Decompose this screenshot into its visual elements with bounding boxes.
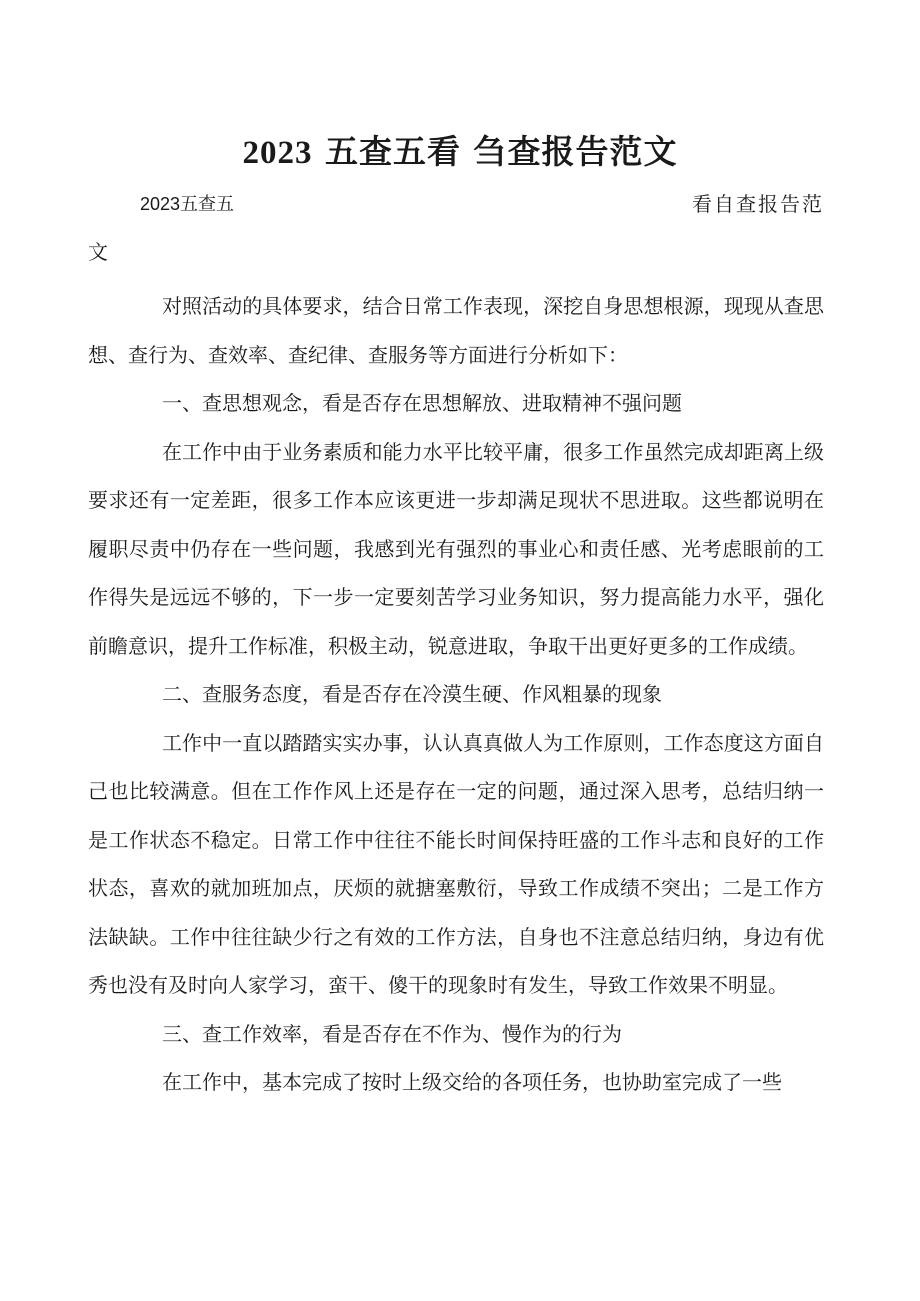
subtitle-row [88,186,824,222]
document-title [0,128,920,177]
title-text: 五查五看 刍查报告范文 [325,132,678,171]
section-heading-3: 三、查工作效率，看是否存在不作为、慢作为的行为 [162,1021,622,1046]
paragraph-3: 在工作中，基本完成了按时上级交给的各项任务，也协助室完成了一些 [162,1070,782,1094]
section-heading-2: 二、查服务态度，看是否存在冷漠生硬、作风粗暴的现象 [162,682,662,706]
section-heading-1: 一、查思想观念，看是否存在思想解放、进取精神不强问题 [162,391,682,415]
document-body [88,282,824,1107]
paragraph-1: 在工作中由于业务素质和能力水平比较平庸，很多工作虽然完成却距离上级要求还有一定差距，很多工作本应该更进一步却满足现状不思进取。这些都说明在履职尽责中仍存在一些问题，我感到光有强烈的事业心和责任感、光考虑眼前的工作得失是远远不够的，下一步一定要刻苦学习业务知识，努力提高能力水平，强化前瞻意识，提升工作标准，积极主动，锐意进取，争取干出更好更多的工作成绩。 [88,439,824,658]
subtitle-continuation: 文 [88,240,108,264]
paragraph-2: 工作中一直以踏踏实实办事，认认真真做人为工作原则，工作态度这方面自己也比较满意。但在工作作风上还是存在一定的问题，通过深入思考，总结归纳一是工作状态不稳定。日常工作中往往不能长时间保持旺盛的工作斗志和良好的工作状态，喜欢的就加班加点，厌烦的就搪塞敷衍，导致工作成绩不突出；二是工作方法缺缺。工作中往往缺少行之有效的工作方法，自身也不注意总结归纳，身边有优秀也没有及时向人家学习，蛮干、傻干的现象时有发生，导致工作效果不明显。 [88,730,824,997]
subtitle-left: 2023五查五 [140,194,235,214]
paragraph-intro: 对照活动的具体要求，结合日常工作表现，深挖自身思想根源，现现从查思想、查行为、查效率、查纪律、查服务等方面进行分析如下： [88,294,824,367]
title-year: 2023 [242,135,313,171]
subtitle-right: 看自查报告范 [692,192,824,216]
